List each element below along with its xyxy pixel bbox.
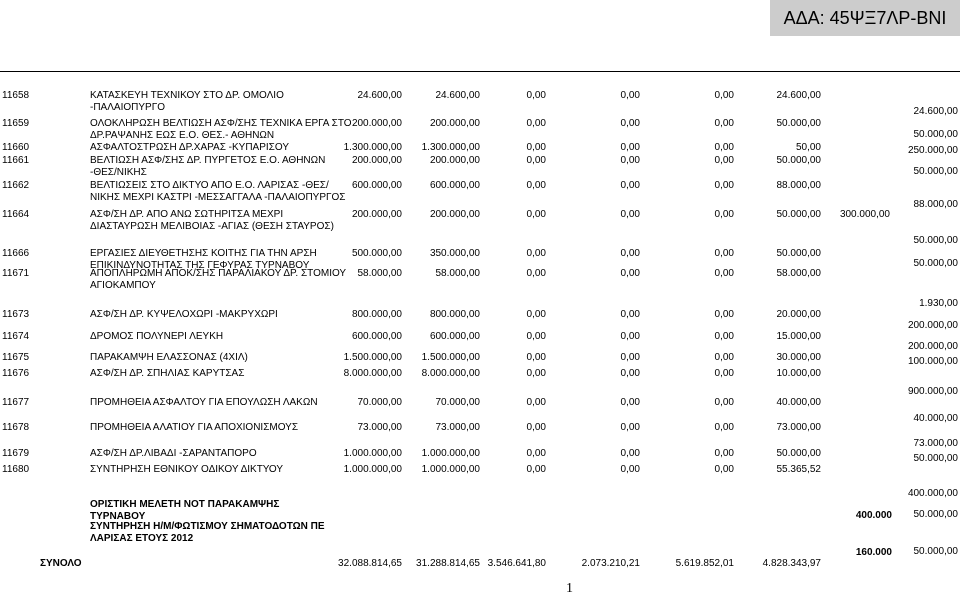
- row-value-5: 0,00: [714, 309, 734, 320]
- side-value: 200.000,00: [907, 341, 958, 352]
- row-value-6: 50.000,00: [776, 248, 821, 259]
- side-value: 88.000,00: [913, 199, 958, 210]
- row-value-6: 50,00: [795, 142, 821, 153]
- row-description: ΠΡΟΜΗΘΕΙΑ ΑΛΑΤΙΟΥ ΓΙΑ ΑΠΟΧΙΟΝΙΣΜΟΥΣ: [90, 422, 299, 433]
- row-value-2: 1.000.000,00: [421, 464, 480, 475]
- side-value: 50.000,00: [913, 453, 958, 464]
- row-value-5: 0,00: [714, 464, 734, 475]
- row-value-2: 1.300.000,00: [421, 142, 480, 153]
- row-value-2: 24.600,00: [435, 90, 480, 101]
- row-value-4: 0,00: [620, 155, 640, 166]
- side-value: 50.000,00: [913, 166, 958, 177]
- row-value-5: 0,00: [714, 180, 734, 191]
- row-value-3: 0,00: [526, 368, 546, 379]
- row-description: ΑΣΦ/ΣΗ ΔΡ. ΚΥΨΕΛΟΧΩΡΙ -ΜΑΚΡΥΧΩΡΙ: [90, 309, 278, 320]
- row-value-6: 73.000,00: [776, 422, 821, 433]
- side-value: 400.000,00: [907, 488, 958, 499]
- row-value-3: 0,00: [526, 309, 546, 320]
- row-value-3: 0,00: [526, 180, 546, 191]
- row-code: 11675: [2, 352, 30, 363]
- row-value-6: 50.000,00: [776, 118, 821, 129]
- total-v1: 32.088.814,65: [338, 558, 402, 569]
- row-value-3: 0,00: [526, 464, 546, 475]
- special-line2: ΣΥΝΤΗΡΗΣΗ Η/Μ/ΦΩΤΙΣΜΟΥ ΣΗΜΑΤΟΔΟΤΩΝ ΠΕ ΛΑΡΙΣΑΣ ΕΤΟΥΣ 2012: [90, 521, 325, 544]
- row-value-2: 350.000,00: [429, 248, 480, 259]
- row-value-3: 0,00: [526, 248, 546, 259]
- special-value: 400.000: [855, 510, 892, 521]
- row-value-6: 50.000,00: [776, 448, 821, 459]
- side-value: 50.000,00: [913, 509, 958, 520]
- row-value-4: 0,00: [620, 209, 640, 220]
- row-code: 11662: [2, 180, 30, 191]
- row-value-1: 1.000.000,00: [343, 464, 402, 475]
- row-value-5: 0,00: [714, 268, 734, 279]
- row-value-2: 58.000,00: [435, 268, 480, 279]
- row-value-3: 0,00: [526, 397, 546, 408]
- row-value-5: 0,00: [714, 142, 734, 153]
- side-value: 40.000,00: [913, 413, 958, 424]
- row-value-5: 0,00: [714, 422, 734, 433]
- row-value-1: 200.000,00: [351, 209, 402, 220]
- row-value-3: 0,00: [526, 448, 546, 459]
- row-value-3: 0,00: [526, 142, 546, 153]
- row-code: 11680: [2, 464, 30, 475]
- row-description: ΑΣΦΑΛΤΟΣΤΡΩΣΗ ΔΡ.ΧΑΡΑΣ -ΚΥΠΑΡΙΣΟΥ: [90, 142, 289, 153]
- row-value-4: 0,00: [620, 248, 640, 259]
- row-value-3: 0,00: [526, 268, 546, 279]
- side-value: 50.000,00: [913, 258, 958, 269]
- row-description: ΒΕΛΤΙΩΣΗ ΑΣΦ/ΣΗΣ ΔΡ. ΠΥΡΓΕΤΟΣ Ε.Ο. ΑΘΗΝΩΝ -ΘΕΣ/ΝΙΚΗΣ: [90, 155, 326, 178]
- row-value-2: 800.000,00: [429, 309, 480, 320]
- row-value-4: 0,00: [620, 352, 640, 363]
- row-value-2: 200.000,00: [429, 118, 480, 129]
- row-value-1: 24.600,00: [357, 90, 402, 101]
- row-value-1: 70.000,00: [357, 397, 402, 408]
- row-value-5: 0,00: [714, 448, 734, 459]
- row-value-1: 800.000,00: [351, 309, 402, 320]
- row-value-6: 58.000,00: [776, 268, 821, 279]
- side-value: 900.000,00: [907, 386, 958, 397]
- row-value-3: 0,00: [526, 209, 546, 220]
- row-value-4: 0,00: [620, 118, 640, 129]
- row-value-6: 50.000,00: [776, 155, 821, 166]
- row-value-3: 0,00: [526, 90, 546, 101]
- row-value-5: 0,00: [714, 352, 734, 363]
- row-code: 11658: [2, 90, 30, 101]
- row-value-5: 0,00: [714, 248, 734, 259]
- row-value-4: 0,00: [620, 397, 640, 408]
- row-code: 11661: [2, 155, 30, 166]
- row-value-5: 0,00: [714, 331, 734, 342]
- row-value-2: 1.500.000,00: [421, 352, 480, 363]
- row-value-6: 88.000,00: [776, 180, 821, 191]
- row-value-1: 200.000,00: [351, 155, 402, 166]
- row-description: ΣΥΝΤΗΡΗΣΗ ΕΘΝΙΚΟΥ ΟΔΙΚΟΥ ΔΙΚΤΥΟΥ: [90, 464, 284, 475]
- row-value-5: 0,00: [714, 209, 734, 220]
- row-value-2: 1.000.000,00: [421, 448, 480, 459]
- row-description: ΠΑΡΑΚΑΜΨΗ ΕΛΑΣΣΟΝΑΣ (4ΧΙΛ): [90, 352, 248, 363]
- side-value: 24.600,00: [913, 106, 958, 117]
- total-v4: 2.073.210,21: [581, 558, 640, 569]
- row-description: ΑΠΟΠΛΗΡΩΜΗ ΑΠΟΚ/ΣΗΣ ΠΑΡΑΛΙΑΚΟΥ ΔΡ. ΣΤΟΜΙΟΥ ΑΓΙΟΚΑΜΠΟΥ: [90, 268, 346, 291]
- row-description: ΑΣΦ/ΣΗ ΔΡ. ΑΠΟ ΑΝΩ ΣΩΤΗΡΙΤΣΑ ΜΕΧΡΙ ΔΙΑΣΤΑΥΡΩΣΗ ΜΕΛΙΒΟΙΑΣ -ΑΓΙΑΣ (ΘΕΣΗ ΣΤΑΥΡΟΣ): [90, 209, 334, 232]
- special-line1: ΟΡΙΣΤΙΚΗ ΜΕΛΕΤΗ ΝΟΤ ΠΑΡΑΚΑΜΨΗΣ ΤΥΡΝΑΒΟΥ: [90, 499, 280, 522]
- row-description: ΑΣΦ/ΣΗ ΔΡ. ΣΠΗΛΙΑΣ ΚΑΡΥΤΣΑΣ: [90, 368, 245, 379]
- row-value-5: 0,00: [714, 155, 734, 166]
- row-value-1: 73.000,00: [357, 422, 402, 433]
- row-value-3: 0,00: [526, 422, 546, 433]
- side-value: 50.000,00: [913, 546, 958, 557]
- row-value-5: 0,00: [714, 368, 734, 379]
- row-value-6: 40.000,00: [776, 397, 821, 408]
- row-value-2: 70.000,00: [435, 397, 480, 408]
- row-value-1: 1.500.000,00: [343, 352, 402, 363]
- row-value-6: 24.600,00: [776, 90, 821, 101]
- row-value-5: 0,00: [714, 90, 734, 101]
- row-value-3: 0,00: [526, 352, 546, 363]
- row-description: ΠΡΟΜΗΘΕΙΑ ΑΣΦΑΛΤΟΥ ΓΙΑ ΕΠΟΥΛΩΣΗ ΛΑΚΩΝ: [90, 397, 318, 408]
- row-code: 11664: [2, 209, 30, 220]
- row-code: 11677: [2, 397, 30, 408]
- total-v5: 5.619.852,01: [675, 558, 734, 569]
- row-description: ΔΡΟΜΟΣ ΠΟΛΥΝΕΡΙ ΛΕΥΚΗ: [90, 331, 224, 342]
- row-value-6: 15.000,00: [776, 331, 821, 342]
- row-value-4: 0,00: [620, 464, 640, 475]
- ada-header: ΑΔΑ: 45ΨΞ7ΛΡ-ΒΝΙ: [770, 0, 960, 36]
- row-value-4: 0,00: [620, 331, 640, 342]
- row-value-3: 0,00: [526, 331, 546, 342]
- row-value-2: 200.000,00: [429, 155, 480, 166]
- row-code: 11660: [2, 142, 30, 153]
- row-code: 11674: [2, 331, 30, 342]
- row-value-1: 8.000.000,00: [343, 368, 402, 379]
- side-value: 73.000,00: [913, 438, 958, 449]
- row-value-1: 600.000,00: [351, 180, 402, 191]
- row-description: ΒΕΛΤΙΩΣΕΙΣ ΣΤΟ ΔΙΚΤΥΟ ΑΠΟ Ε.Ο. ΛΑΡΙΣΑΣ -ΘΕΣ/ΝΙΚΗΣ ΜΕΧΡΙ ΚΑΣΤΡΙ -ΜΕΣΣΑΓΓΑΛΑ -ΠΑΛΑΙΟΠΥΡΓΟΣ: [90, 180, 346, 203]
- top-divider: [0, 71, 960, 72]
- row-value-6: 50.000,00: [776, 209, 821, 220]
- row-value-2: 600.000,00: [429, 331, 480, 342]
- page-number: 1: [566, 581, 573, 596]
- row-value-3: 0,00: [526, 155, 546, 166]
- row-value-4: 0,00: [620, 422, 640, 433]
- row-value-1: 1.000.000,00: [343, 448, 402, 459]
- row-code: 11678: [2, 422, 30, 433]
- side-value: 250.000,00: [907, 145, 958, 156]
- row-value-4: 0,00: [620, 90, 640, 101]
- row-value-6: 10.000,00: [776, 368, 821, 379]
- row-value-3: 0,00: [526, 118, 546, 129]
- side-value: 200.000,00: [907, 320, 958, 331]
- total-v2: 31.288.814,65: [416, 558, 480, 569]
- row-code: 11659: [2, 118, 30, 129]
- row-value-4: 0,00: [620, 180, 640, 191]
- row-value-5: 0,00: [714, 397, 734, 408]
- row-code: 11673: [2, 309, 30, 320]
- total-v6: 4.828.343,97: [762, 558, 821, 569]
- side-value: 50.000,00: [913, 129, 958, 140]
- row-description: ΚΑΤΑΣΚΕΥΗ ΤΕΧΝΙΚΟΥ ΣΤΟ ΔΡ. ΟΜΟΛΙΟ -ΠΑΛΑΙΟΠΥΡΓΟ: [90, 90, 284, 113]
- totals-label: ΣΥΝΟΛΟ: [40, 558, 82, 569]
- row-code: 11676: [2, 368, 30, 379]
- row-value-4: 0,00: [620, 309, 640, 320]
- row-value-2: 8.000.000,00: [421, 368, 480, 379]
- row-value-1: 58.000,00: [357, 268, 402, 279]
- row-value-4: 0,00: [620, 142, 640, 153]
- row-description: ΟΛΟΚΛΗΡΩΣΗ ΒΕΛΤΙΩΣΗ ΑΣΦ/ΣΗΣ ΤΕΧΝΙΚΑ ΕΡΓΑ ΣΤΟ ΔΡ.ΡΑΨΑΝΗΣ ΕΩΣ Ε.Ο. ΘΕΣ.- ΑΘΗΝΩΝ: [90, 118, 352, 141]
- row-value-1: 600.000,00: [351, 331, 402, 342]
- total-v3: 3.546.641,80: [487, 558, 546, 569]
- row-value-2: 73.000,00: [435, 422, 480, 433]
- row-value-2: 600.000,00: [429, 180, 480, 191]
- side-value: 100.000,00: [907, 356, 958, 367]
- total-v7: 160.000: [855, 547, 892, 558]
- row-value-1: 200.000,00: [351, 118, 402, 129]
- row-value-4: 0,00: [620, 368, 640, 379]
- row-value-7: 300.000,00: [839, 209, 890, 220]
- side-value: 50.000,00: [913, 235, 958, 246]
- row-description: ΑΣΦ/ΣΗ ΔΡ.ΛΙΒΑΔΙ -ΣΑΡΑΝΤΑΠΟΡΟ: [90, 448, 257, 459]
- row-value-1: 500.000,00: [351, 248, 402, 259]
- row-value-2: 200.000,00: [429, 209, 480, 220]
- row-description: ΕΡΓΑΣΙΕΣ ΔΙΕΥΘΕΤΗΣΗΣ ΚΟΙΤΗΣ ΓΙΑ ΤΗΝ ΑΡΣΗ ΕΠΙΚΙΝΔΥΝΟΤΗΤΑΣ ΤΗΣ ΓΕΦΥΡΑΣ ΤΥΡΝΑΒΟΥ: [90, 248, 317, 271]
- row-value-6: 30.000,00: [776, 352, 821, 363]
- row-value-4: 0,00: [620, 268, 640, 279]
- row-code: 11679: [2, 448, 30, 459]
- row-code: 11666: [2, 248, 30, 259]
- row-code: 11671: [2, 268, 30, 279]
- row-value-5: 0,00: [714, 118, 734, 129]
- row-value-1: 1.300.000,00: [343, 142, 402, 153]
- row-value-4: 0,00: [620, 448, 640, 459]
- row-value-6: 55.365,52: [776, 464, 821, 475]
- row-value-6: 20.000,00: [776, 309, 821, 320]
- side-value: 1.930,00: [919, 298, 958, 309]
